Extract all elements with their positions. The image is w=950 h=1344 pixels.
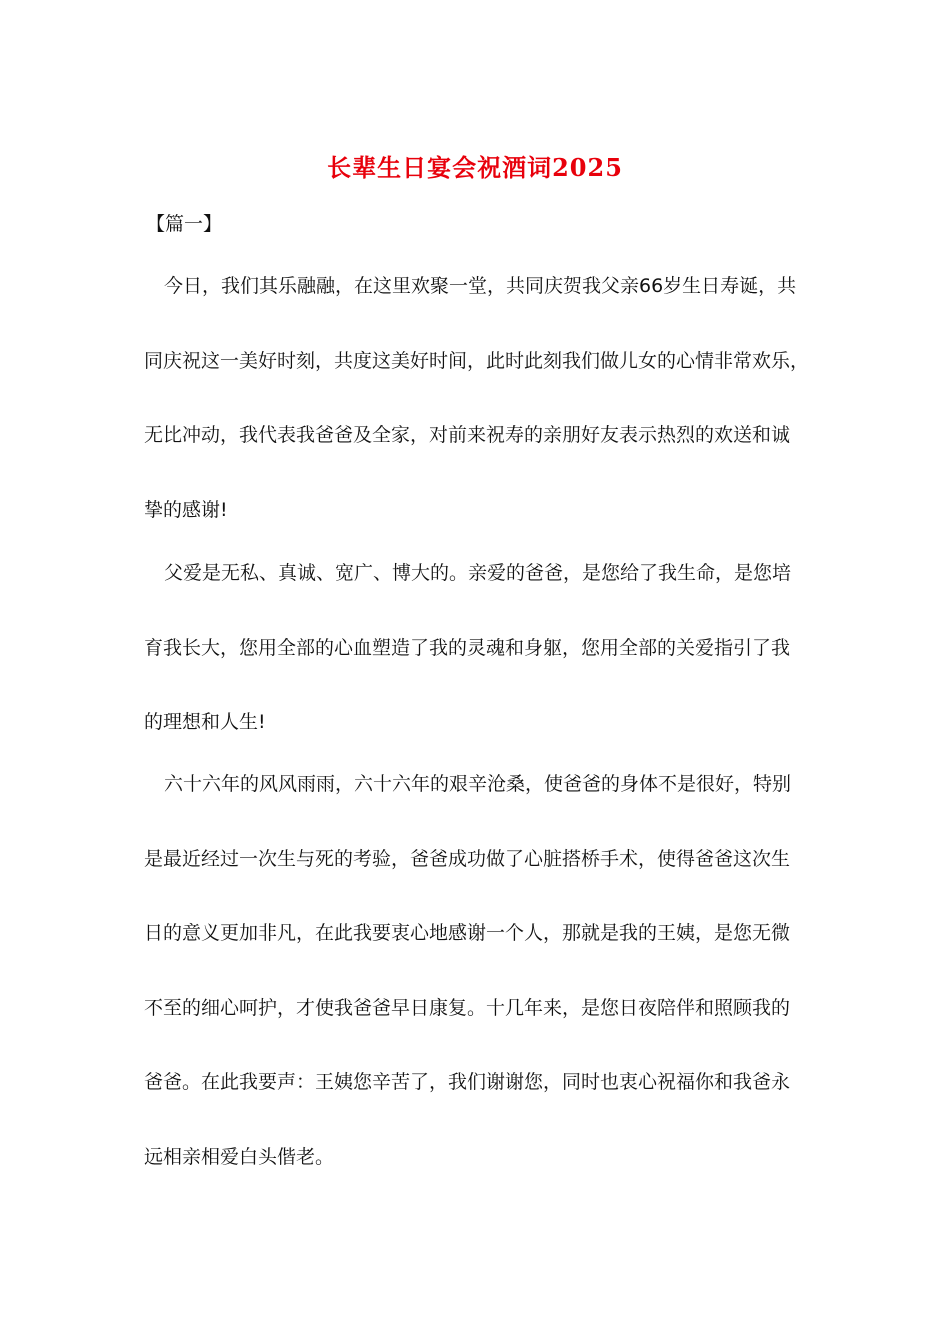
- paragraph-line: 是最近经过一次生与死的考验，爸爸成功做了心脏搭桥手术，使得爸爸这次生: [144, 847, 791, 870]
- paragraph-line: 六十六年的风风雨雨，六十六年的艰辛沧桑，使爸爸的身体不是很好，特别: [164, 773, 792, 795]
- paragraph-line: 父爱是无私、真诚、宽广、博大的。亲爱的爸爸，是您给了我生命，是您培: [164, 562, 792, 584]
- paragraph-line: 日的意义更加非凡，在此我要衷心地感谢一个人，那就是我的王姨，是您无微: [144, 922, 791, 944]
- paragraph-1: [144, 249, 808, 547]
- paragraph-line: 爸爸。在此我要声：王姨您辛苦了，我们谢谢您，同时也衷心祝福你和我爸永: [144, 1071, 791, 1093]
- document-title: 长辈生日宴会祝酒词2025: [327, 153, 623, 182]
- paragraph-line: 的理想和人生!: [144, 711, 266, 733]
- paragraph-line: 无比冲动，我代表我爸爸及全家，对前来祝寿的亲朋好友表示热烈的欢送和诚: [144, 424, 791, 446]
- paragraph-line: 同庆祝这一美好时刻，共度这美好时间，此时此刻我们做儿女的心情非常欢乐，: [144, 349, 810, 372]
- paragraph-2: [144, 536, 808, 760]
- paragraph-line: 远相亲相爱白头偕老。: [144, 1145, 335, 1168]
- section-label: 【篇一】: [146, 213, 223, 235]
- paragraph-line: 今日，我们其乐融融，在这里欢聚一堂，共同庆贺我父亲66岁生日寿诞，共: [164, 275, 797, 297]
- paragraph-line: 挚的感谢!: [144, 498, 228, 521]
- paragraph-3: [144, 747, 808, 1194]
- paragraph-line: 不至的细心呵护，才使我爸爸早日康复。十几年来，是您日夜陪伴和照顾我的: [144, 996, 791, 1019]
- paragraph-line: 育我长大，您用全部的心血塑造了我的灵魂和身躯，您用全部的关爱指引了我: [144, 636, 791, 659]
